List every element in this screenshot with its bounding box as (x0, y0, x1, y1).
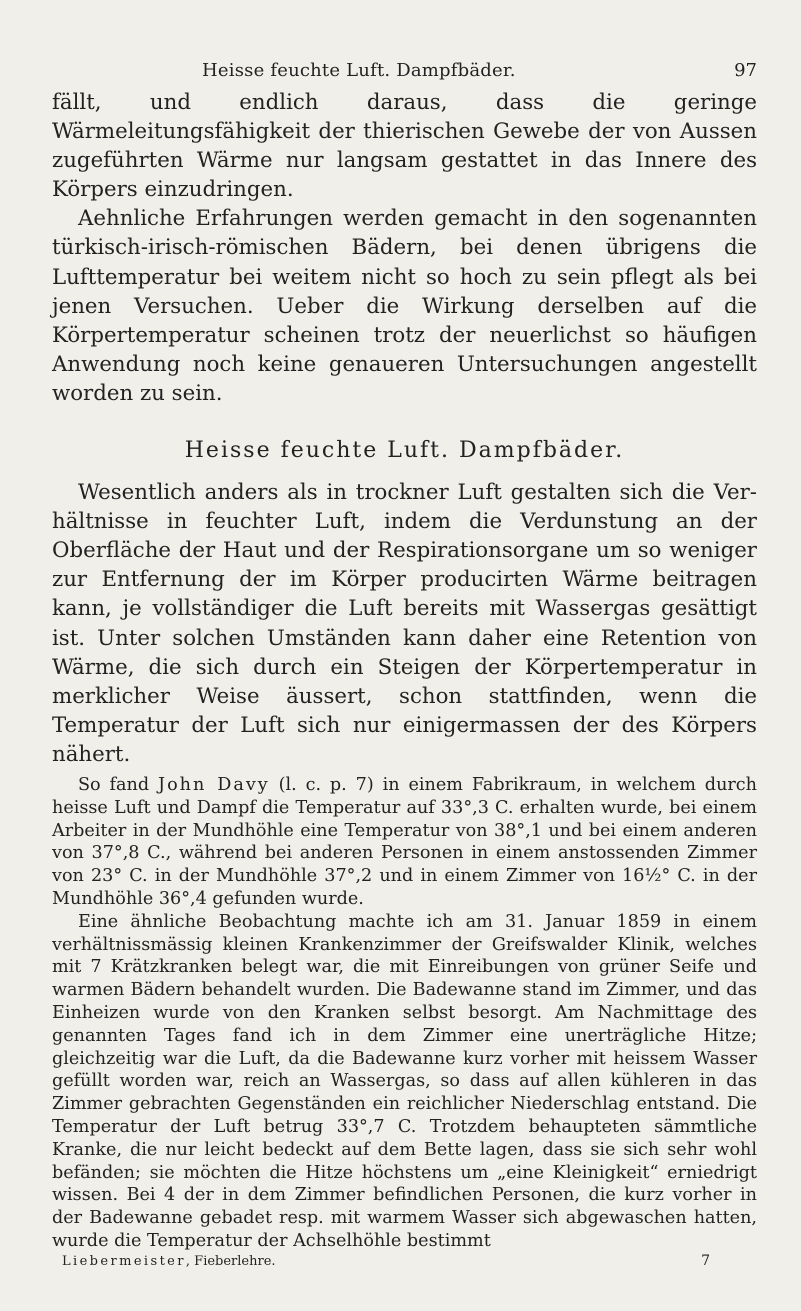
paragraph-4-start: So fand (78, 774, 159, 795)
paragraph-4-rest: (l. c. p. 7) in einem Fabrikraum, in welchem durch heisse Luft und Dampf die Temperatur auf 33°,3 C. erhalten wurde, bei einem Arbeiter in der Mundhöhle eine Temperatur von 38°,1 und bei einem anderen von 37°,8 C., während bei anderen Personen in einem anstossenden Zimmer von 23° C. in der Mundhöhle 37°,2 und in einem Zimmer von 16½° C. in der Mundhöhle 36°,4 gefunden wurde. (52, 774, 757, 909)
paragraph-1: fällt, und endlich daraus, dass die geringe Wärmeleitungsfähigkeit der thierischen Gewebe der von Aussen zugeführten Wärme nur langsam gestattet in das Innere des Körpers einzudringen. (52, 90, 757, 203)
paragraph-2: Aehnliche Erfahrungen werden gemacht in den sogenannten türkisch-irisch-römischen Bädern, bei denen übrigens die Lufttemperatur bei weitem nicht so hoch zu sein pflegt als bei jenen Versuchen. Ueber die Wirkung derselben auf die Körpertemperatur scheinen trotz der neuerlichst so häufigen Anwendung noch keine genaueren Untersuchungen angestellt worden zu sein. (52, 206, 757, 406)
footer-imprint (62, 1254, 276, 1269)
paragraph-4 (52, 774, 757, 911)
signature-mark: 7 (701, 1252, 710, 1269)
page-number: 97 (734, 60, 757, 81)
page-header (52, 58, 757, 88)
page-footer (52, 1254, 757, 1272)
footer-book: , Fieberlehre. (185, 1253, 276, 1269)
book-page (52, 58, 757, 1272)
running-head: Heisse feuchte Luft. Dampfbäder. (202, 60, 516, 81)
small-print-text (52, 774, 757, 1253)
main-text (52, 88, 757, 769)
paragraph-5: Eine ähnliche Beobachtung machte ich am 31. Januar 1859 in einem verhältnissmässig kleinen Krankenzimmer der Greifswalder Klinik, welches mit 7 Krätzkranken belegt war, die mit Einreibungen von grüner Seife und warmen Bädern behandelt wurden. Die Badewanne stand im Zimmer, und das Einheizen wurde von den Kranken selbst besorgt. Am Nachmittage des genannten Tages fand ich in dem Zimmer eine unerträgliche Hitze; gleichzeitig war die Luft, da die Badewanne kurz vorher mit heissem Wasser gefüllt worden war, reich an Wassergas, so dass auf allen kühleren in das Zimmer gebrachten Gegenständen ein reichlicher Niederschlag entstand. Die Temperatur der Luft betrug 33°,7 C. Trotzdem behaupteten sämmtliche Kranke, die nur leicht bedeckt auf dem Bette lagen, dass sie sich sehr wohl befänden; sie möchten die Hitze höchstens um „eine Kleinigkeit“ erniedrigt wissen. Bei 4 der in dem Zimmer befindlichen Personen, die kurz vorher in der Badewanne gebadet resp. mit warmem Wasser sich abgewaschen hatten, wurde die Temperatur der Achselhöhle bestimmt (52, 911, 757, 1251)
paragraph-3: Wesentlich anders als in trockner Luft gestalten sich die Verhältnisse in feuchter Luft, indem die Verdunstung an der Oberfläche der Haut und der Respirationsorgane um so weniger zur Entfernung der im Körper producirten Wärme beitragen kann, je vollständiger die Luft bereits mit Wassergas gesättigt ist. Unter solchen Umständen kann daher eine Retention von Wärme, die sich durch ein Steigen der Körpertemperatur in merklicher Weise äussert, schon stattfinden, wenn die Temperatur der Luft sich nur einigermassen der des Körpers nähert. (52, 480, 757, 767)
footer-author: Liebermeister (62, 1253, 186, 1269)
section-heading: Heisse feuchte Luft. Dampfbäder. (184, 438, 625, 464)
author-name: John Davy (158, 774, 270, 795)
